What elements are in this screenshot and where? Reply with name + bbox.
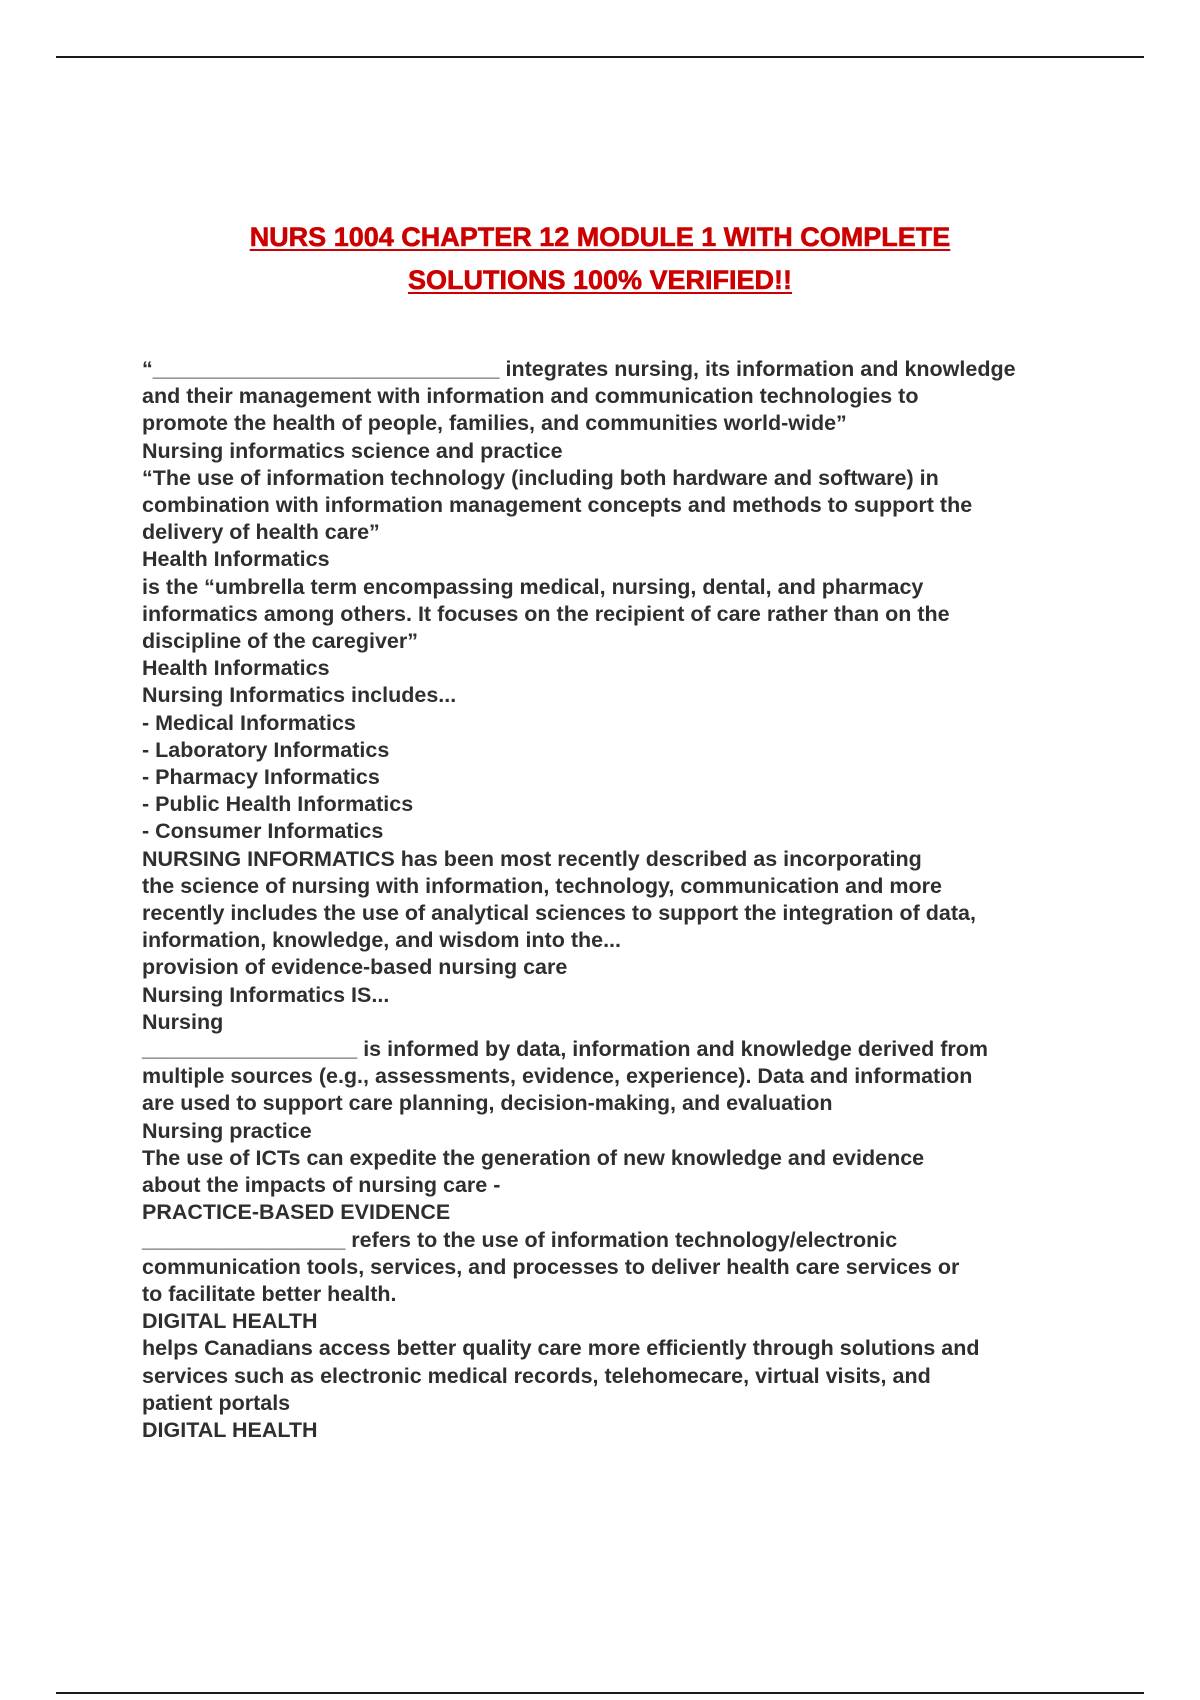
- body-line: - Pharmacy Informatics: [142, 765, 380, 790]
- body-line: DIGITAL HEALTH: [142, 1417, 318, 1442]
- top-rule: [56, 56, 1144, 58]
- title-line-1: NURS 1004 CHAPTER 12 MODULE 1 WITH COMPLETE: [249, 222, 951, 252]
- body-line: PRACTICE-BASED EVIDENCE: [142, 1200, 451, 1225]
- body-line: helps Canadians access better quality care more efficiently through solutions and: [142, 1336, 980, 1361]
- bottom-rule: [56, 1692, 1144, 1694]
- body-line: about the impacts of nursing care -: [142, 1173, 501, 1198]
- body-line: multiple sources (e.g., assessments, evidence, experience). Data and information: [142, 1064, 973, 1089]
- body-line: “_____________________________ integrates nursing, its information and knowledge: [142, 357, 1016, 381]
- document-body: [142, 356, 1072, 1444]
- body-line: NURSING INFORMATICS has been most recently described as incorporating: [142, 846, 922, 871]
- body-line: and their management with information and communication technologies to: [142, 384, 919, 409]
- body-line: informatics among others. It focuses on the recipient of care rather than on the: [142, 601, 950, 626]
- body-line: Health Informatics: [142, 547, 330, 572]
- body-line: Nursing Informatics includes...: [142, 683, 457, 708]
- body-line: communication tools, services, and processes to deliver health care services or: [142, 1254, 960, 1279]
- body-line: delivery of health care”: [142, 520, 380, 545]
- body-line: provision of evidence-based nursing care: [142, 955, 568, 980]
- body-line: - Laboratory Informatics: [142, 737, 390, 762]
- body-line: Health Informatics: [142, 656, 330, 681]
- body-line: promote the health of people, families, and communities world-wide”: [142, 411, 847, 436]
- body-line: services such as electronic medical records, telehomecare, virtual visits, and: [142, 1363, 931, 1388]
- body-line: patient portals: [142, 1390, 291, 1415]
- body-line: is the “umbrella term encompassing medical, nursing, dental, and pharmacy: [142, 574, 924, 599]
- body-line: - Consumer Informatics: [142, 819, 384, 844]
- body-line: _________________ refers to the use of information technology/electronic: [142, 1227, 898, 1252]
- body-line: discipline of the caregiver”: [142, 629, 419, 654]
- body-line: __________________ is informed by data, information and knowledge derived from: [142, 1037, 988, 1062]
- body-line: DIGITAL HEALTH: [142, 1309, 318, 1334]
- body-line: combination with information management concepts and methods to support the: [142, 493, 973, 518]
- body-line: to facilitate better health.: [142, 1281, 397, 1306]
- body-line: Nursing Informatics IS...: [142, 982, 390, 1007]
- body-line: Nursing: [142, 1009, 224, 1034]
- document-title: [100, 216, 1100, 302]
- body-line: information, knowledge, and wisdom into the...: [142, 928, 621, 953]
- body-line: “The use of information technology (including both hardware and software) in: [142, 465, 939, 490]
- body-line: the science of nursing with information, technology, communication and more: [142, 873, 942, 898]
- body-line: Nursing informatics science and practice: [142, 438, 563, 463]
- body-line: Nursing practice: [142, 1118, 312, 1143]
- body-line: The use of ICTs can expedite the generation of new knowledge and evidence: [142, 1145, 925, 1170]
- body-line: - Medical Informatics: [142, 710, 356, 735]
- body-line: recently includes the use of analytical sciences to support the integration of data,: [142, 901, 976, 926]
- title-line-2: SOLUTIONS 100% VERIFIED!!: [407, 265, 793, 295]
- body-line: - Public Health Informatics: [142, 792, 414, 817]
- body-line: are used to support care planning, decision-making, and evaluation: [142, 1091, 833, 1116]
